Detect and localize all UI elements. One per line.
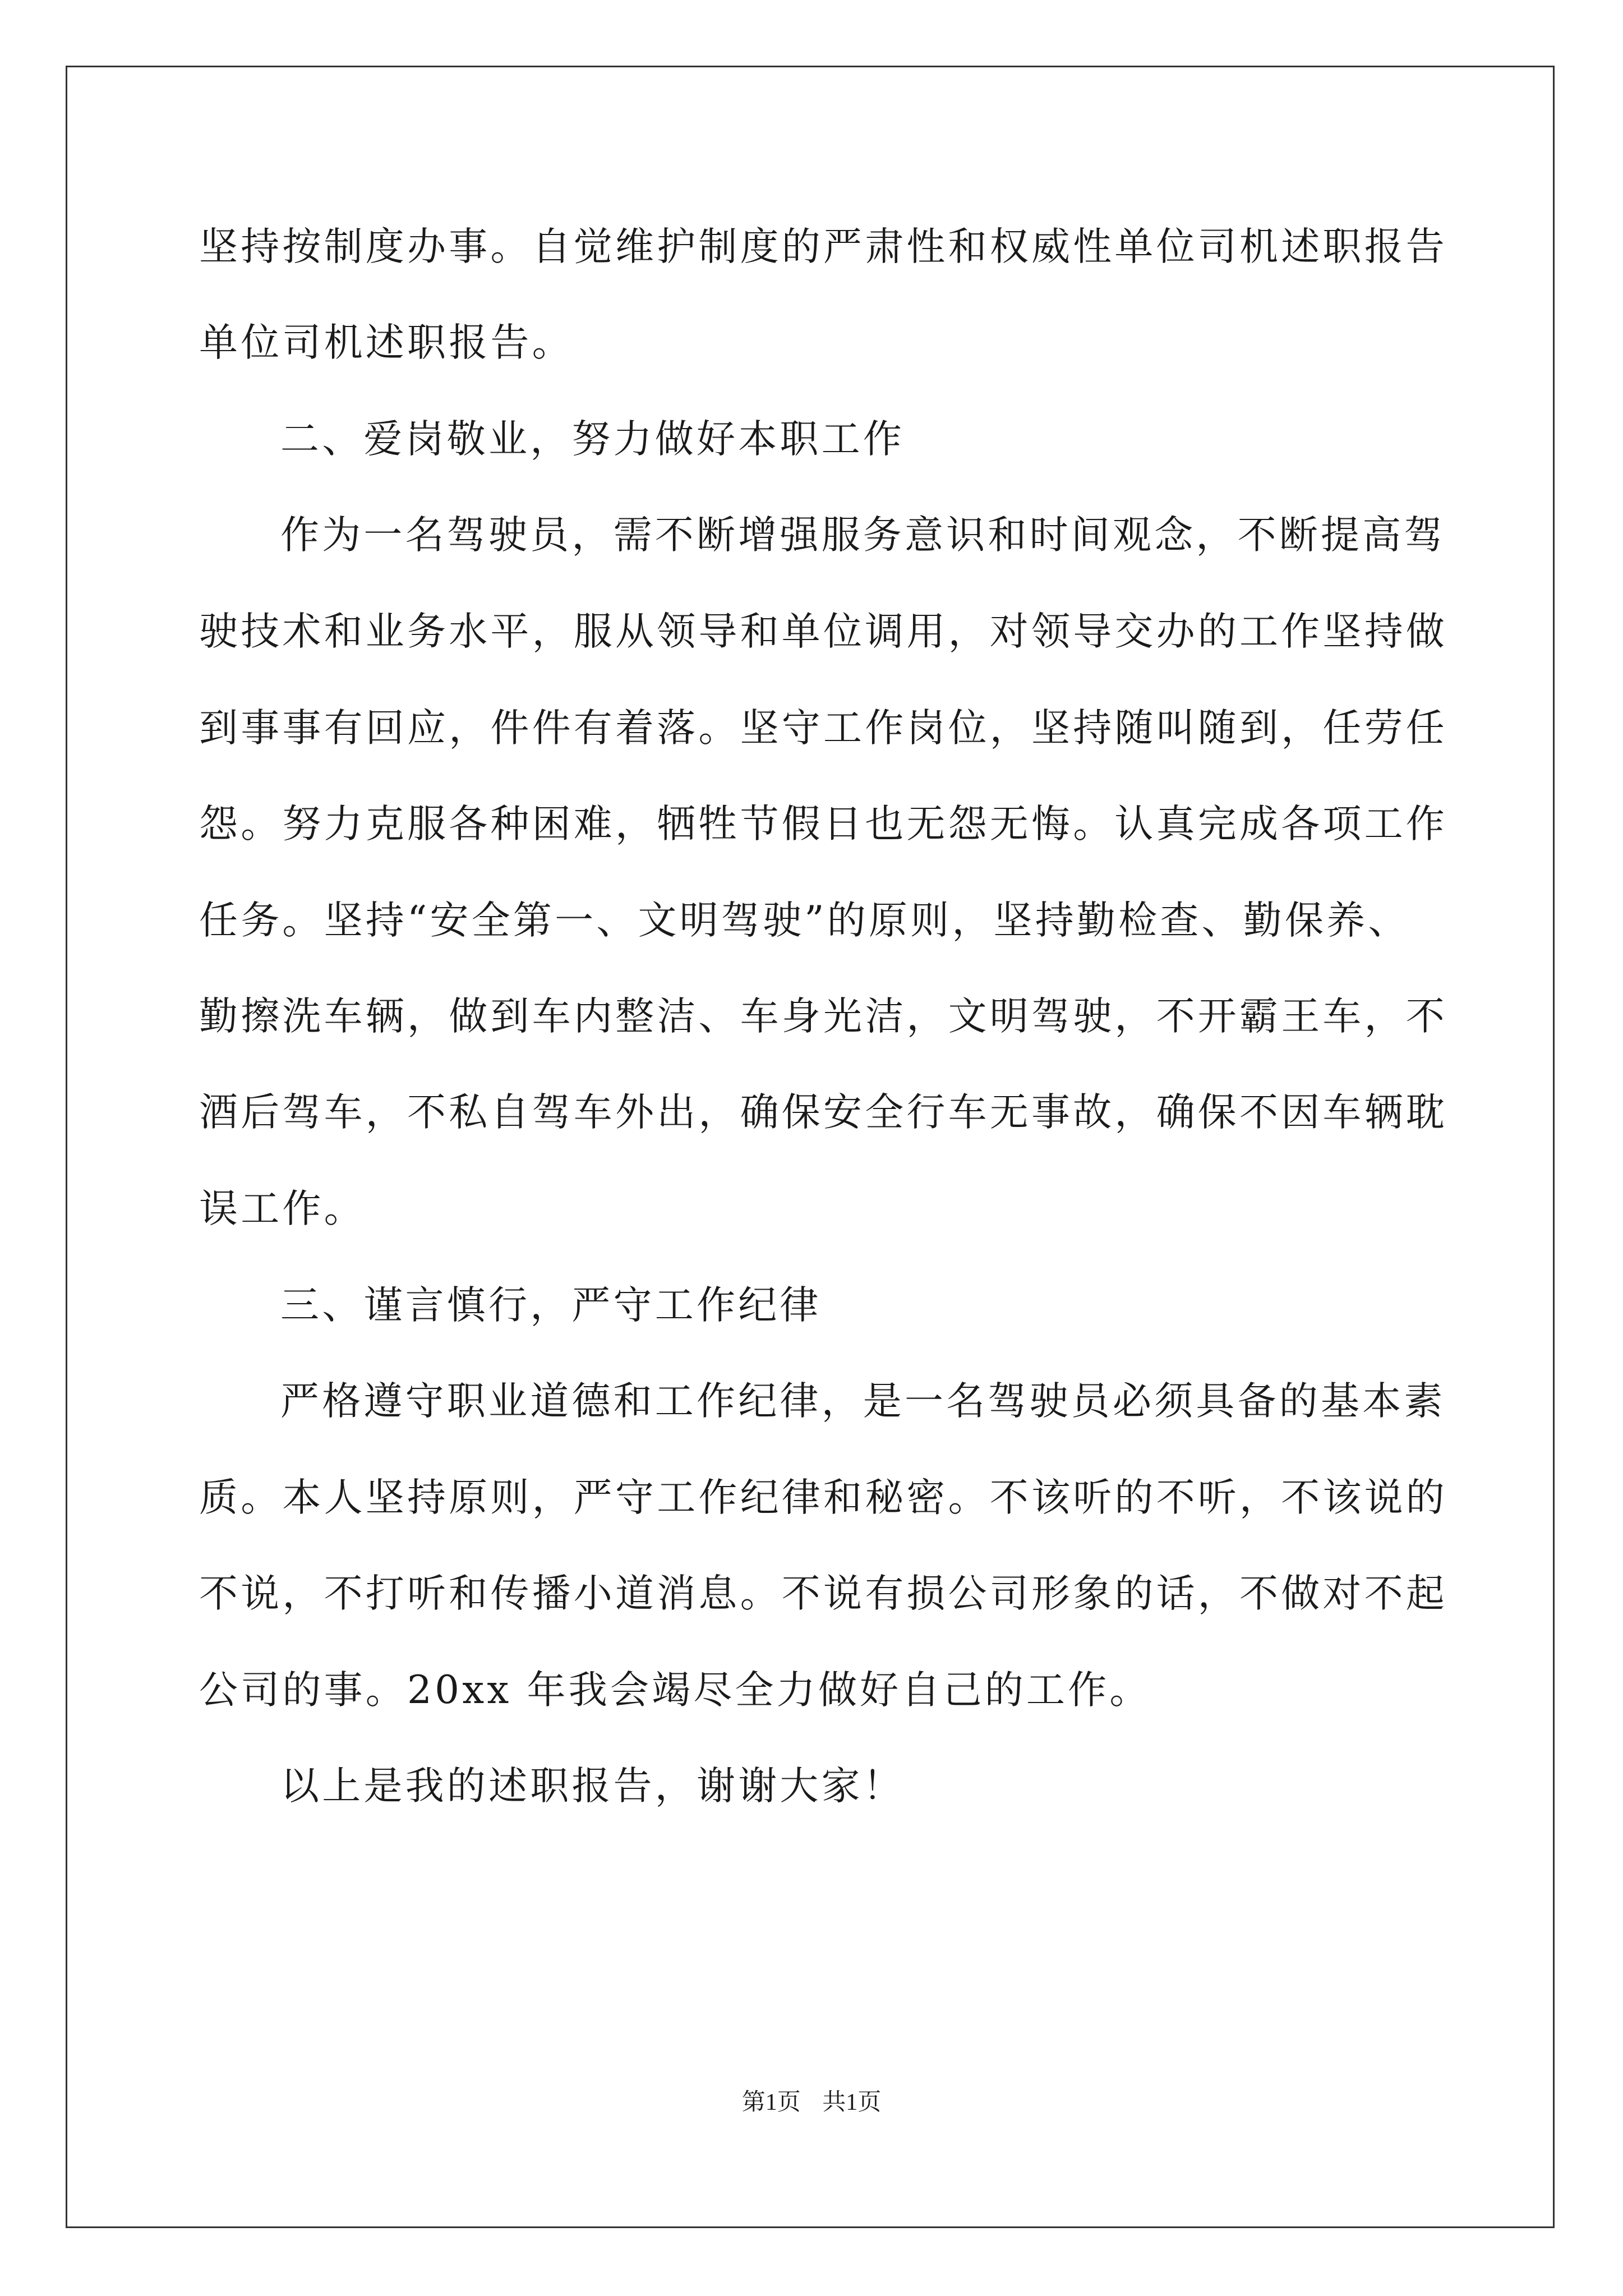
text-line: 勤擦洗车辆，做到车内整洁、车身光洁，文明驾驶，不开霸王车，不 [199, 994, 1447, 1039]
text-line: 严格遵守职业道德和工作纪律，是一名驾驶员必须具备的基本素 [280, 1379, 1446, 1424]
text-line: 酒后驾车，不私自驾车外出，确保安全行车无事故，确保不因车辆耽 [199, 1090, 1447, 1135]
page-number: 第1页 [741, 2090, 801, 2115]
text-line: 作为一名驾驶员，需不断增强服务意识和时间观念，不断提高驾 [280, 513, 1446, 558]
text-line: 不说，不打听和传播小道消息。不说有损公司形象的话，不做对不起 [199, 1571, 1447, 1616]
text-line: 坚持按制度办事。自觉维护制度的严肃性和权威性单位司机述职报告 [199, 224, 1447, 269]
text-line: 任务。坚持“安全第一、文明驾驶”的原则，坚持勤检查、勤保养、 [199, 898, 1410, 943]
section-heading: 二、爱岗敬业，努力做好本职工作 [280, 417, 905, 462]
text-line: 怨。努力克服各种困难，牺牲节假日也无怨无悔。认真完成各项工作 [199, 802, 1447, 846]
page-border [66, 66, 1555, 2228]
page-total: 共1页 [822, 2090, 882, 2115]
page-footer [0, 2086, 1623, 2119]
text-line: 质。本人坚持原则，严守工作纪律和秘密。不该听的不听，不该说的 [199, 1475, 1447, 1520]
text-line: 到事事有回应，件件有着落。坚守工作岗位，坚持随叫随到，任劳任 [199, 706, 1447, 751]
text-line: 单位司机述职报告。 [199, 320, 574, 365]
closing-line: 以上是我的述职报告，谢谢大家！ [280, 1764, 905, 1809]
section-heading: 三、谨言慎行，严守工作纪律 [280, 1283, 822, 1328]
text-line: 误工作。 [199, 1186, 366, 1231]
text-line: 公司的事。20xx 年我会竭尽全力做好自己的工作。 [199, 1668, 1151, 1713]
text-line: 驶技术和业务水平，服从领导和单位调用，对领导交办的工作坚持做 [199, 609, 1447, 654]
